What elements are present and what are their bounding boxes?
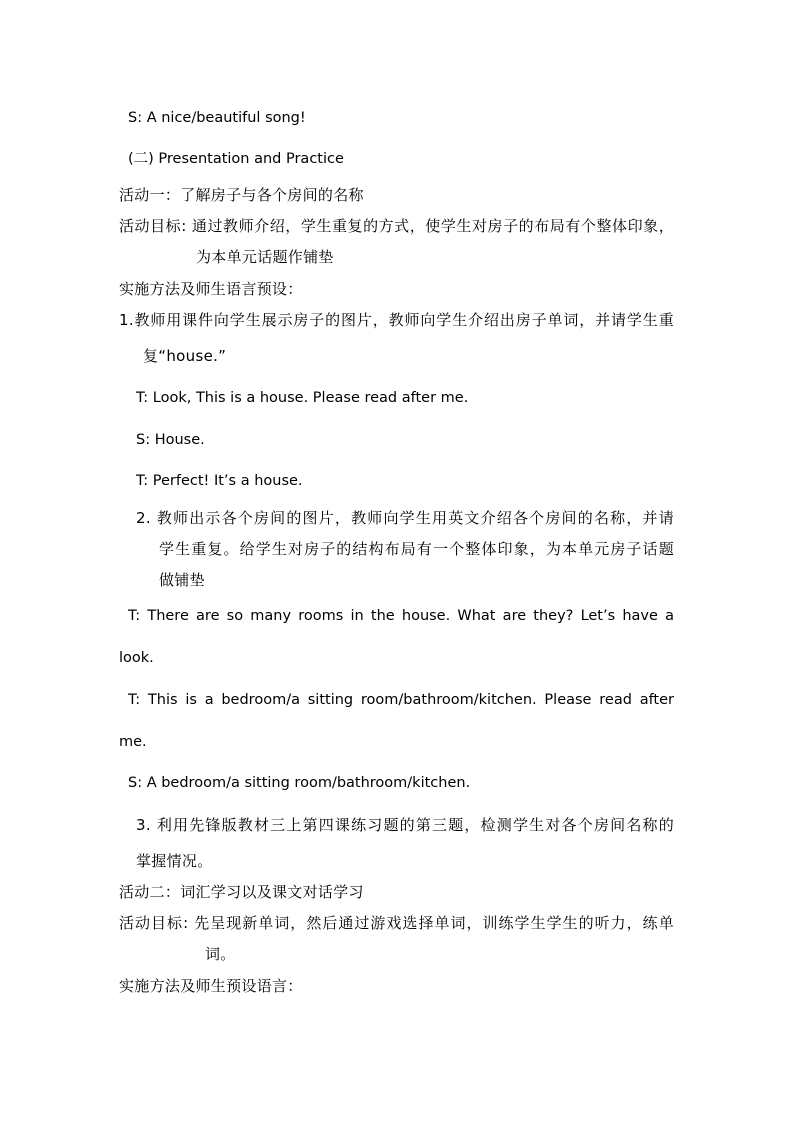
teacher-line-room-names-continued: me.	[119, 734, 147, 750]
method-heading-two: 实施方法及师生预设语言：	[119, 977, 303, 995]
teacher-line-perfect: T: Perfect! It’s a house.	[136, 473, 303, 489]
step-one-text: 1.教师用课件向学生展示房子的图片，教师向学生介绍出房子单词，并请学生重	[119, 311, 674, 329]
teacher-line-rooms-continued: look.	[119, 650, 154, 666]
step-one-text-continued: 复“house.”	[143, 347, 227, 365]
activity-two-goal: 活动目标: 先呈现新单词，然后通过游戏选择单词，训练学生学生的听力，练单	[119, 914, 674, 932]
method-heading-one: 实施方法及师生语言预设：	[119, 280, 303, 298]
step-three-text-continued: 掌握情况。	[136, 852, 213, 870]
step-two-text: 2. 教师出示各个房间的图片，教师向学生用英文介绍各个房间的名称，并请	[136, 509, 674, 527]
activity-two-goal-continued: 词。	[205, 945, 236, 963]
student-response-song: S: A nice/beautiful song!	[128, 110, 306, 126]
section-heading-presentation: (二) Presentation and Practice	[128, 151, 344, 167]
step-two-text-continued: 学生重复。给学生对房子的结构布局有一个整体印象，为本单元房子话题	[159, 540, 674, 558]
student-line-room-names: S: A bedroom/a sitting room/bathroom/kitchen.	[128, 775, 471, 791]
activity-two-title: 活动二：词汇学习以及课文对话学习	[119, 883, 364, 901]
teacher-line-rooms: T: There are so many rooms in the house. What are they? Let’s have a	[128, 608, 674, 624]
activity-one-goal: 活动目标: 通过教师介绍，学生重复的方式，使学生对房子的布局有个整体印象，	[119, 217, 674, 235]
student-line-house: S: House.	[136, 432, 205, 448]
teacher-line-room-names: T: This is a bedroom/a sitting room/bathroom/kitchen. Please read after	[128, 692, 674, 708]
step-two-text-end: 做铺垫	[159, 571, 205, 589]
teacher-line-house: T: Look, This is a house. Please read after me.	[136, 390, 469, 406]
activity-one-title: 活动一：了解房子与各个房间的名称	[119, 186, 364, 204]
activity-one-goal-continued: 为本单元话题作铺垫	[196, 248, 334, 266]
step-three-text: 3. 利用先锋版教材三上第四课练习题的第三题，检测学生对各个房间名称的	[136, 816, 674, 834]
